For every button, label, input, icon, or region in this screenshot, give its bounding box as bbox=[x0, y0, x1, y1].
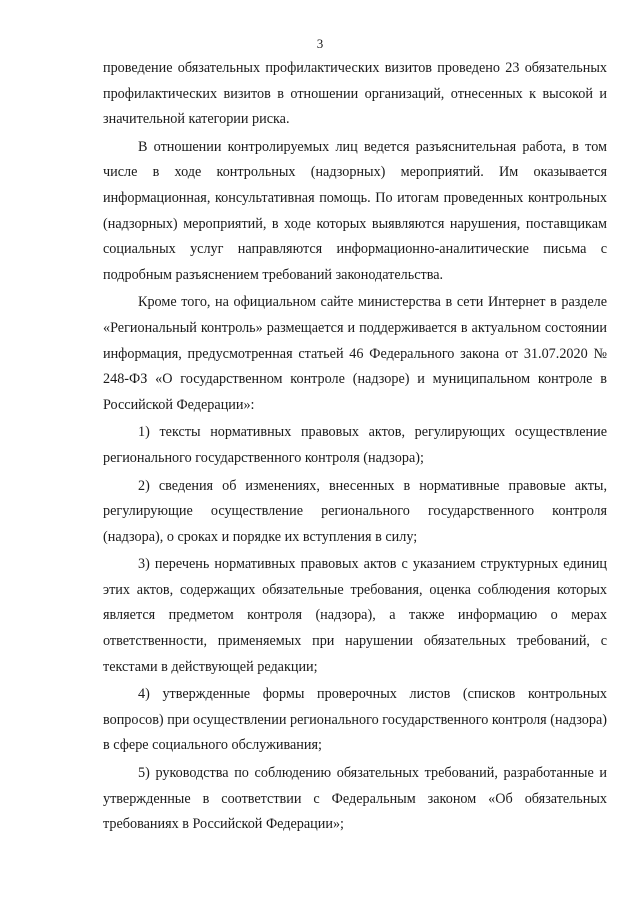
paragraph-visits-conducted: проведение обязательных профилактических визитов проведено 23 обязательных профилактических визитов в отношении организаций, отнесенных к высокой и значительной категории риска. bbox=[103, 60, 607, 128]
list-item-1: 1) тексты нормативных правовых актов, регулирующих осуществление регионального государственного контроля (надзора); bbox=[103, 424, 607, 466]
list-item-5: 5) руководства по соблюдению обязательных требований, разработанные и утвержденные в соответствии с Федеральным законом «Об обязательных требованиях в Российской Федерации»; bbox=[103, 765, 607, 833]
page-number: 3 bbox=[316, 36, 324, 51]
document-body bbox=[103, 56, 607, 840]
list-item-3: 3) перечень нормативных правовых актов с указанием структурных единиц этих актов, содержащих обязательные требования, оценка соблюдения которых является предметом контроля (надзора), а также информацию о мерах ответственности, применяемых при нарушении обязательных требований, с текстами в действующей редакции; bbox=[103, 556, 607, 675]
list-item-2: 2) сведения об изменениях, внесенных в нормативные правовые акты, регулирующие осуществление регионального государственного контроля (надзора), о сроках и порядке их вступления в силу; bbox=[103, 477, 607, 545]
list-item-4: 4) утвержденные формы проверочных листов (списков контрольных вопросов) при осуществлении регионального государственного контроля (надзора) в сфере социального обслуживания; bbox=[103, 686, 607, 754]
paragraph-website-info: Кроме того, на официальном сайте министерства в сети Интернет в разделе «Региональный контроль» размещается и поддерживается в актуальном состоянии информация, предусмотренная статьей 46 Федерального закона от 31.07.2020 № 248-ФЗ «О государственном контроле (надзоре) и муниципальном контроле в Российской Федерации»: bbox=[103, 294, 607, 413]
paragraph-explanatory-work: В отношении контролируемых лиц ведется разъяснительная работа, в том числе в ходе контрольных (надзорных) мероприятий. Им оказывается информационная, консультативная помощь. По итогам проведенных контрольных (надзорных) мероприятий, в ходе которых выявляются нарушения, поставщикам социальных услуг направляются информационно-аналитические письма с подробным разъяснением требований законодательства. bbox=[103, 138, 607, 283]
